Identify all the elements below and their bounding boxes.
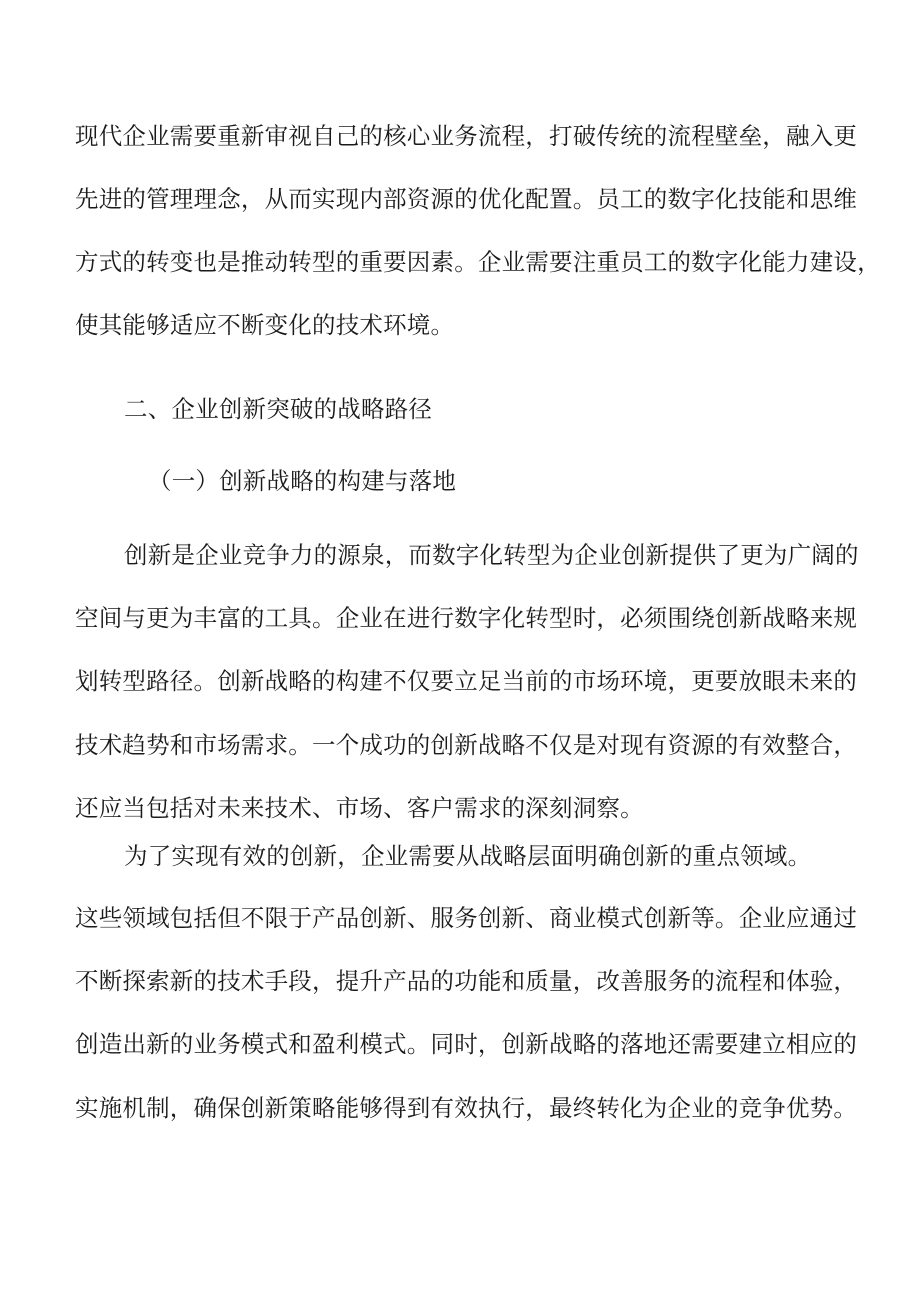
paragraph-3-line-5: 实施机制，确保创新策略能够得到有效执行，最终转化为企业的竞争优势。: [75, 1094, 858, 1122]
paragraph-2-line-3: 划转型路径。创新战略的构建不仅要立足当前的市场环境，更要放眼未来的: [75, 667, 858, 695]
paragraph-3-line-3: 不断探索新的技术手段，提升产品的功能和质量，改善服务的流程和体验，: [75, 967, 858, 995]
paragraph-2-line-5: 还应当包括对未来技术、市场、客户需求的深刻洞察。: [75, 794, 644, 822]
paragraph-1-line-3: 方式的转变也是推动转型的重要因素。企业需要注重员工的数字化能力建设，: [75, 248, 881, 276]
paragraph-3-line-4: 创造出新的业务模式和盈利模式。同时，创新战略的落地还需要建立相应的: [75, 1030, 858, 1058]
paragraph-1-line-4: 使其能够适应不断变化的技术环境。: [75, 311, 455, 339]
paragraph-1-line-1: 现代企业需要重新审视自己的核心业务流程，打破传统的流程壁垒，融入更: [75, 122, 858, 150]
paragraph-2-line-2: 空间与更为丰富的工具。企业在进行数字化转型时，必须围绕创新战略来规: [75, 604, 858, 632]
paragraph-2-line-1: 创新是企业竞争力的源泉，而数字化转型为企业创新提供了更为广阔的: [124, 541, 859, 569]
subsection-heading: （一）创新战略的构建与落地: [148, 467, 457, 495]
paragraph-2-line-4: 技术趋势和市场需求。一个成功的创新战略不仅是对现有资源的有效整合，: [75, 731, 858, 759]
paragraph-3-line-1: 为了实现有效的创新，企业需要从战略层面明确创新的重点领域。: [124, 842, 812, 870]
paragraph-1-line-2: 先进的管理理念，从而实现内部资源的优化配置。员工的数字化技能和思维: [75, 185, 858, 213]
section-heading: 二、企业创新突破的战略路径: [124, 395, 433, 423]
paragraph-3-line-2: 这些领域包括但不限于产品创新、服务创新、商业模式创新等。企业应通过: [75, 904, 858, 932]
